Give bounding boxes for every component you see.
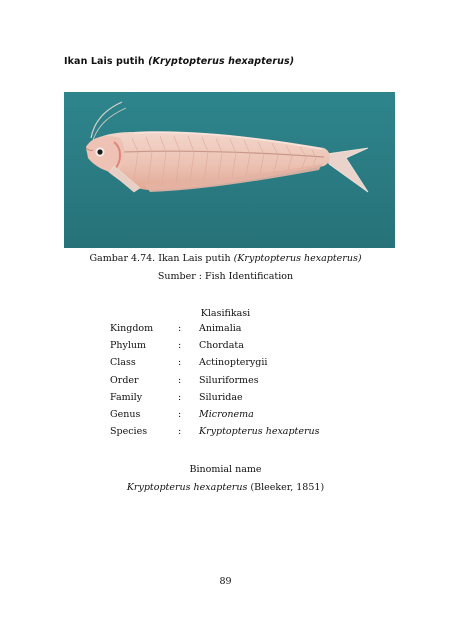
- separator: :: [178, 426, 182, 438]
- table-row: [110, 406, 379, 423]
- separator: :: [178, 340, 182, 352]
- table-row: [110, 372, 379, 389]
- rank-value: Micronema: [199, 409, 254, 421]
- separator: :: [178, 357, 182, 369]
- rank-value: Animalia: [199, 323, 242, 335]
- rank-value: Kryptopterus hexapterus: [199, 426, 320, 438]
- figure-source: Sumber : Fish Identification: [157, 271, 294, 282]
- rank-value: Actinopterygii: [199, 357, 268, 369]
- figure-caption: [0, 253, 451, 264]
- rank-value: Siluridae: [199, 391, 243, 403]
- rank-value: Chordata: [199, 340, 244, 352]
- separator: :: [178, 323, 182, 335]
- rank-label: Kingdom: [110, 323, 154, 335]
- separator: :: [178, 409, 182, 421]
- table-row: [110, 354, 379, 371]
- rank-label: Phylum: [110, 340, 147, 352]
- fish-photo: [64, 92, 395, 248]
- rank-label: Order: [110, 374, 139, 386]
- caption-text: Gambar 4.74. Ikan Lais putih: [89, 253, 234, 264]
- heading-scientific-name: (Kryptopterus hexapterus): [148, 56, 295, 67]
- rank-label: Species: [110, 426, 148, 438]
- page-number: 89: [219, 576, 232, 587]
- rank-value: Siluriformes: [199, 374, 259, 386]
- binomial-name: [0, 482, 451, 493]
- separator: :: [178, 391, 182, 403]
- rank-label: Family: [110, 391, 143, 403]
- table-row: [110, 423, 379, 440]
- binomial-authority: (Bleeker, 1851): [247, 482, 325, 493]
- rank-label: Class: [110, 357, 136, 369]
- table-row: [110, 389, 379, 406]
- section-heading: [64, 56, 294, 67]
- heading-common-name: Ikan Lais putih: [64, 56, 149, 67]
- classification-table: [110, 320, 379, 440]
- caption-scientific-name: (Kryptopterus hexapterus): [233, 253, 362, 264]
- classification-title: Klasifikasi: [200, 308, 251, 319]
- table-row: [110, 320, 379, 337]
- separator: :: [178, 374, 182, 386]
- binomial-scientific-name: Kryptopterus hexapterus: [126, 482, 248, 493]
- table-row: [110, 337, 379, 354]
- binomial-title: Binomial name: [189, 464, 262, 475]
- rank-label: Genus: [110, 409, 141, 421]
